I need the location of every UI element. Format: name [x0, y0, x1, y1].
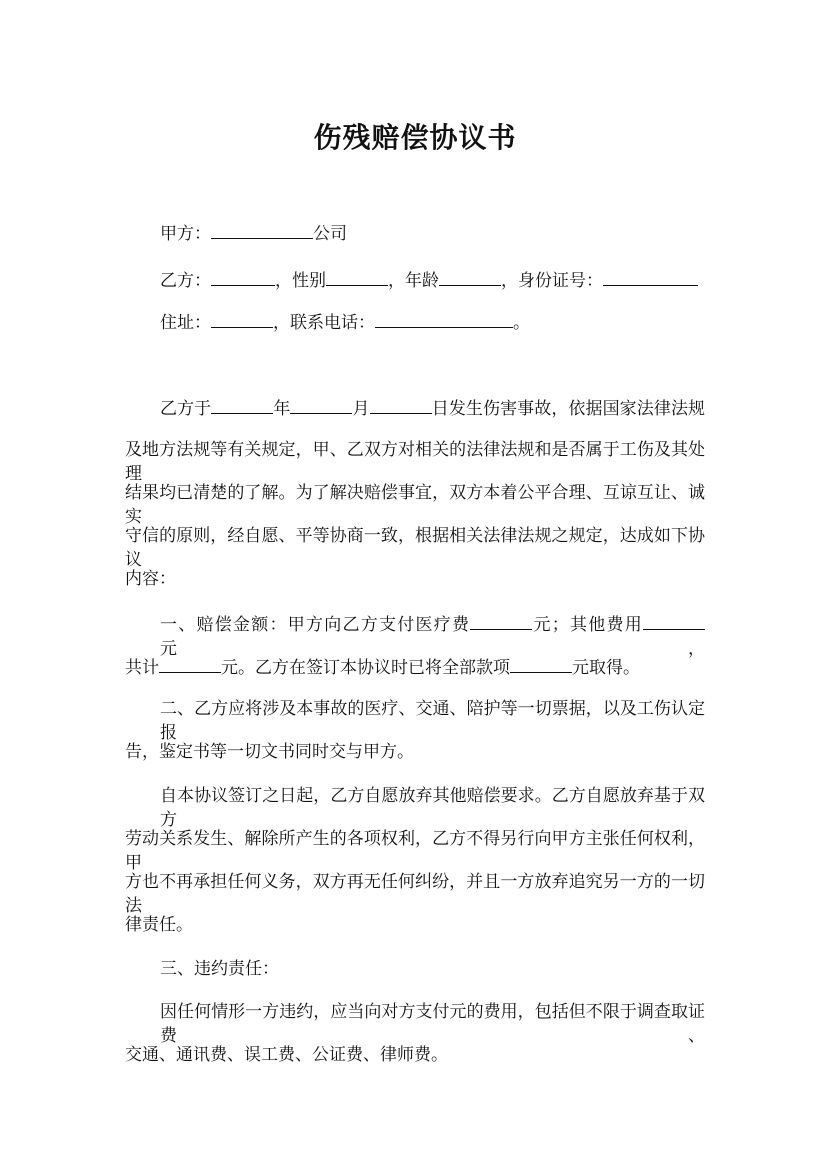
text-segment: 一、赔偿金额：甲方向乙方支付医疗费 — [160, 615, 471, 635]
text-segment: 及地方法规等有关规定，甲、乙双方对相关的法律法规和是否属于工伤及其处理 — [125, 440, 705, 484]
text-line — [125, 267, 705, 293]
text-segment: 方也不再承担任何义务，双方再无任何纠纷，并且一方放弃追究另一方的一切法 — [125, 872, 705, 916]
text-line — [125, 697, 705, 745]
text-segment: ，年龄 — [388, 271, 439, 291]
text-line — [125, 567, 705, 591]
text-line — [125, 481, 705, 529]
text-segment: 因任何情形一方违约，应当向对方支付元的费用，包括但不限于调查取证费、 — [160, 1002, 705, 1046]
text-segment: 甲方： — [160, 224, 211, 244]
text-segment: 元， — [160, 639, 705, 659]
document-title: 伤残赔偿协议书 — [313, 121, 517, 154]
text-segment: ，联系电话： — [273, 313, 375, 333]
text-segment: 内容： — [125, 569, 176, 589]
text-segment: 元取得。 — [572, 658, 640, 678]
text-segment: 律责任。 — [125, 915, 193, 935]
text-segment: 公司 — [313, 224, 347, 244]
fill-in-blank[interactable] — [470, 611, 532, 630]
text-line — [125, 654, 705, 680]
fill-in-blank[interactable] — [439, 267, 501, 286]
text-line — [125, 1000, 705, 1048]
text-line — [125, 870, 705, 918]
text-line — [125, 309, 705, 335]
text-line — [125, 784, 705, 832]
text-line — [125, 1043, 705, 1067]
text-line — [125, 438, 705, 486]
fill-in-blank[interactable] — [603, 267, 698, 286]
text-segment: 告，鉴定书等一切文书同时交与甲方。 — [125, 742, 414, 762]
text-line — [125, 740, 705, 764]
text-segment: 住址： — [160, 313, 211, 333]
text-segment: ，身份证号： — [501, 271, 603, 291]
text-segment: 劳动关系发生、解除所产生的各项权利，乙方不得另行向甲方主张任何权利，甲 — [125, 829, 705, 873]
text-segment: 年 — [273, 399, 291, 419]
text-line — [125, 827, 705, 875]
fill-in-blank[interactable] — [211, 220, 313, 239]
text-segment: 。 — [513, 313, 530, 333]
text-segment: 日发生伤害事故，依据国家法律法规 — [431, 399, 706, 419]
fill-in-blank[interactable] — [290, 395, 352, 414]
fill-in-blank[interactable] — [211, 267, 275, 286]
text-segment: 元。乙方在签订本协议时已将全部款项 — [221, 658, 510, 678]
fill-in-blank[interactable] — [370, 395, 432, 414]
text-line — [125, 957, 705, 981]
text-line — [125, 395, 705, 421]
fill-in-blank[interactable] — [643, 611, 705, 630]
text-segment: 交通、通讯费、误工费、公证费、律师费。 — [125, 1045, 448, 1065]
text-segment: 共计 — [125, 658, 159, 678]
text-segment: 二、乙方应将涉及本事故的医疗、交通、陪护等一切票据，以及工伤认定报 — [160, 699, 705, 743]
text-line — [125, 220, 705, 246]
fill-in-blank[interactable] — [375, 309, 513, 328]
text-segment: 元；其他费用 — [532, 615, 643, 635]
fill-in-blank[interactable] — [211, 309, 273, 328]
fill-in-blank[interactable] — [211, 395, 273, 414]
text-segment: 月 — [352, 399, 370, 419]
text-segment: 三、违约责任： — [160, 959, 279, 979]
text-segment: 守信的原则，经自愿、平等协商一致，根据相关法律法规之规定，达成如下协议 — [125, 526, 705, 570]
text-segment: 乙方： — [160, 271, 211, 291]
text-segment: ，性别 — [275, 271, 326, 291]
text-line — [125, 913, 705, 937]
fill-in-blank[interactable] — [159, 654, 221, 673]
fill-in-blank[interactable] — [510, 654, 572, 673]
text-line — [125, 524, 705, 572]
text-segment: 自本协议签订之日起，乙方自愿放弃其他赔偿要求。乙方自愿放弃基于双方 — [160, 786, 705, 830]
fill-in-blank[interactable] — [326, 267, 388, 286]
text-segment: 乙方于 — [160, 399, 212, 419]
text-segment: 结果均已清楚的了解。为了解决赔偿事宜，双方本着公平合理、互谅互让、诚实 — [125, 483, 705, 527]
